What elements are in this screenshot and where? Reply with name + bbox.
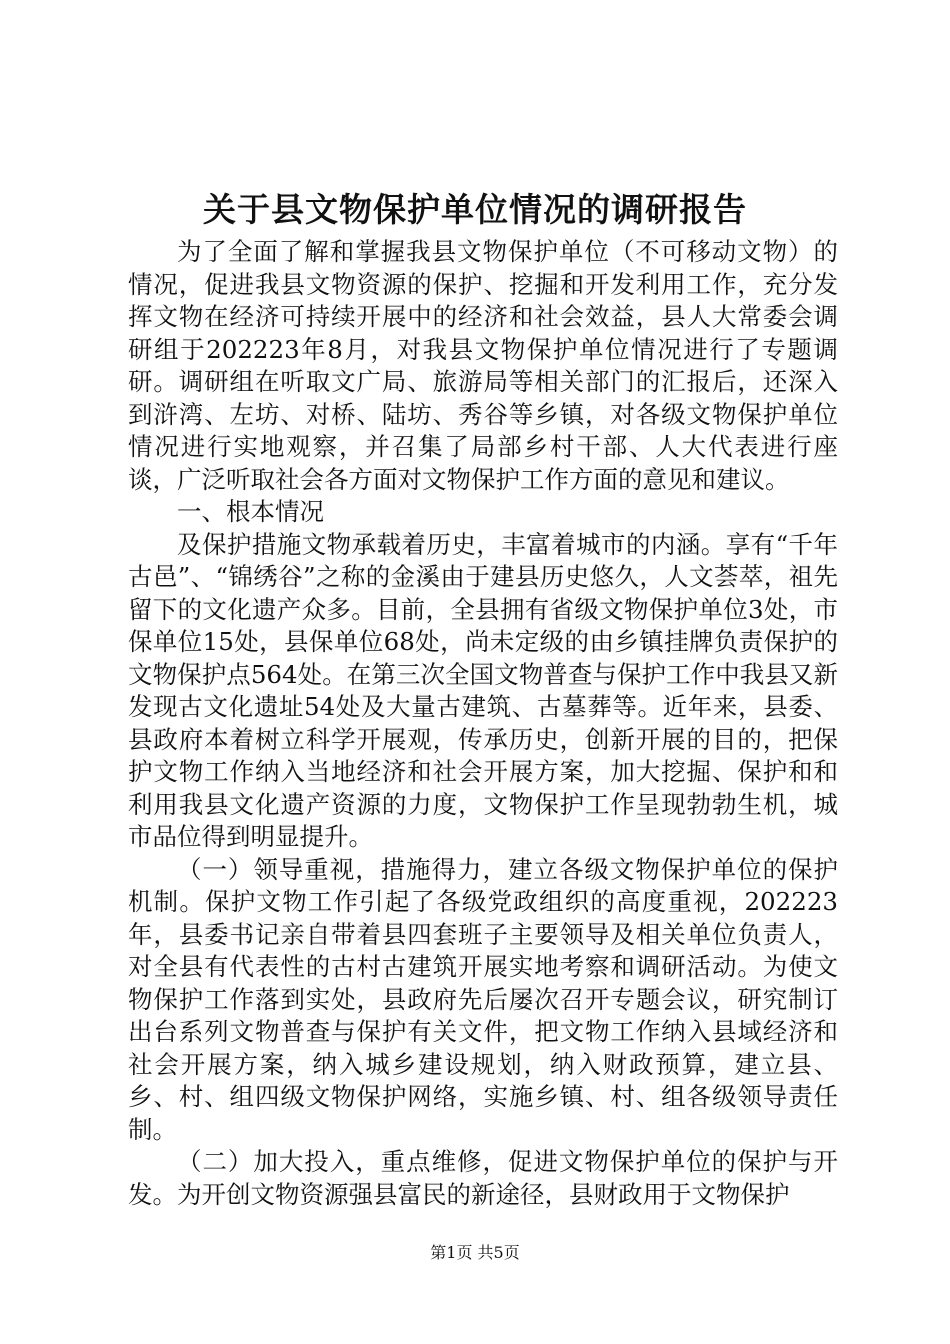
paragraph-leadership: （一）领导重视，措施得力，建立各级文物保护单位的保护机制。保护文物工作引起了各级党政组织的高度重视，202223年，县委书记亲自带着县四套班子主要领导及相关单位负责人，对全县有代表性的古村古建筑开展实地考察和调研活动。为使文物保护工作落到实处，县政府先后屡次召开专题会议，研究制订出台系列文物普查与保护有关文件，把文物工作纳入县域经济和社会开展方案，纳入城乡建设规划，纳入财政预算，建立县、乡、村、组四级文物保护网络，实施乡镇、村、组各级领导责任制。 (128, 854, 838, 1144)
section-heading-basic: 一、根本情况 (177, 497, 324, 526)
paragraph-investment: （二）加大投入，重点维修，促进文物保护单位的保护与开发。为开创文物资源强县富民的新途径，县财政用于文物保护 (128, 1147, 838, 1209)
page-number-footer: 第1页 共5页 (430, 1243, 520, 1262)
paragraph-basic-situation: 及保护措施文物承载着历史，丰富着城市的内涵。享有“千年古邑”、“锦绣谷”之称的金溪由于建县历史悠久，人文荟萃，祖先留下的文化遗产众多。目前，全县拥有省级文物保护单位3处，市保单位15处，县保单位68处，尚未定级的由乡镇挂牌负责保护的文物保护点564处。在第三次全国文物普查与保护工作中我县又新发现古文化遗址54处及大量古建筑、古墓葬等。近年来，县委、县政府本着树立科学开展观，传承历史，创新开展的目的，把保护文物工作纳入当地经济和社会开展方案，加大挖掘、保护和和利用我县文化遗产资源的力度，文物保护工作呈现勃勃生机，城市品位得到明显提升。 (128, 529, 838, 851)
document-body (128, 236, 838, 1211)
document-title: 关于县文物保护单位情况的调研报告 (203, 190, 747, 229)
paragraph-intro: 为了全面了解和掌握我县文物保护单位（不可移动文物）的情况，促进我县文物资源的保护、挖掘和开发利用工作，充分发挥文物在经济可持续开展中的经济和社会效益，县人大常委会调研组于202223年8月，对我县文物保护单位情况进行了专题调研。调研组在听取文广局、旅游局等相关部门的汇报后，还深入到浒湾、左坊、对桥、陆坊、秀谷等乡镇，对各级文物保护单位情况进行实地观察，并召集了局部乡村干部、人大代表进行座谈，广泛听取社会各方面对文物保护工作方面的意见和建议。 (128, 237, 838, 494)
